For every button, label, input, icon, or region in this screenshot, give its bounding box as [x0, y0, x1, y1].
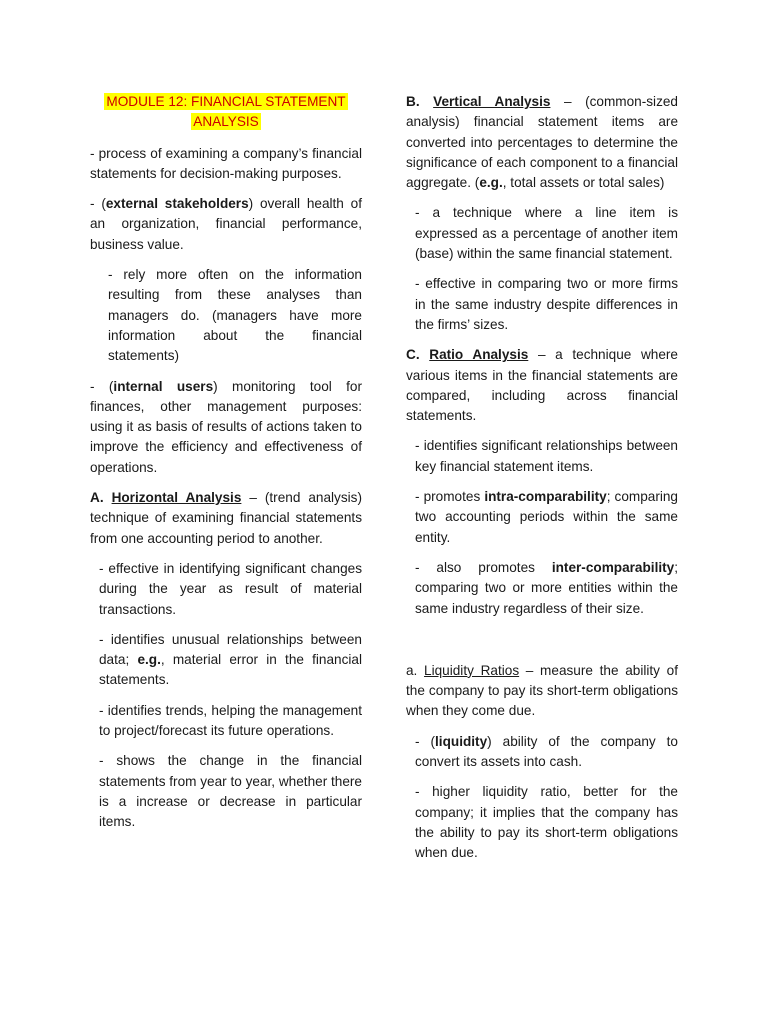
ratio-analysis-term: Ratio Analysis	[429, 347, 529, 363]
horizontal-point-1: - effective in identifying significant changes during the year as result of material transactions.	[99, 560, 362, 617]
external-stakeholders-paragraph: - (external stakeholders) overall health of an organization, financial performance, business value.	[90, 196, 363, 252]
left-column	[90, 92, 362, 843]
ratio-point-1: - identifies significant relationships between key financial statement items.	[415, 438, 678, 474]
definition-paragraph: - process of examining a company’s financial statements for decision-making purposes.	[90, 145, 362, 181]
vertical-point-1: - a technique where a line item is expressed as a percentage of another item (base) within the same financial statement.	[415, 205, 678, 262]
horizontal-point-3: - identifies trends, helping the management to project/forecast its future operations.	[99, 702, 362, 739]
liquidity-point-1: - (liquidity) ability of the company to convert its assets into cash.	[415, 733, 678, 770]
liquidity-ratios-term: Liquidity Ratios	[424, 662, 520, 678]
ratio-analysis-heading: C. Ratio Analysis – a technique where various items in the financial statements are compared, including across financial statements.	[406, 347, 678, 424]
internal-users-paragraph: - (internal users) monitoring tool for finances, other management purposes: using it as basis of results of actions taken to improve the efficiency and effectiveness of operations.	[90, 378, 362, 475]
right-column	[406, 92, 678, 874]
external-stakeholders-term: external stakeholders	[105, 196, 249, 212]
vertical-analysis-heading: B. Vertical Analysis – (common-sized analysis) financial statement items are converted into percentages to determine the significance of each component to a financial aggregate. (e.g., total assets or total sales)	[406, 94, 678, 191]
liquidity-ratios-heading: a. Liquidity Ratios – measure the ability of the company to pay its short-term obligations when they come due.	[406, 662, 678, 719]
liquidity-point-2: - higher liquidity ratio, better for the company; it implies that the company has the ability to pay its short-term obligations when due.	[415, 784, 678, 861]
title-line-1: MODULE 12: FINANCIAL STATEMENT	[106, 94, 346, 109]
ratio-point-2: - promotes intra-comparability; comparing two accounting periods within the same entity.	[415, 489, 678, 545]
horizontal-analysis-heading: A. Horizontal Analysis – (trend analysis) technique of examining financial statements from one accounting period to another.	[90, 490, 362, 546]
internal-users-term: internal users	[113, 378, 214, 394]
ratio-point-3: - also promotes inter-comparability; comparing two or more entities within the same industry regardless of their size.	[415, 559, 678, 616]
external-stakeholders-note: - rely more often on the information resulting from these analyses than managers do. (managers have more information about the financial statements)	[108, 267, 362, 364]
spacer	[406, 629, 678, 661]
page-title	[90, 92, 362, 133]
horizontal-analysis-term: Horizontal Analysis	[111, 490, 242, 506]
vertical-analysis-term: Vertical Analysis	[433, 94, 551, 109]
horizontal-point-4: - shows the change in the financial statements from year to year, whether there is a increase or decrease in particular items.	[99, 753, 362, 830]
title-line-2: ANALYSIS	[193, 114, 259, 130]
horizontal-point-2: - identifies unusual relationships between data; e.g., material error in the financial statements.	[99, 631, 363, 688]
vertical-point-2: - effective in comparing two or more firms in the same industry despite differences in the firms’ sizes.	[415, 276, 678, 332]
